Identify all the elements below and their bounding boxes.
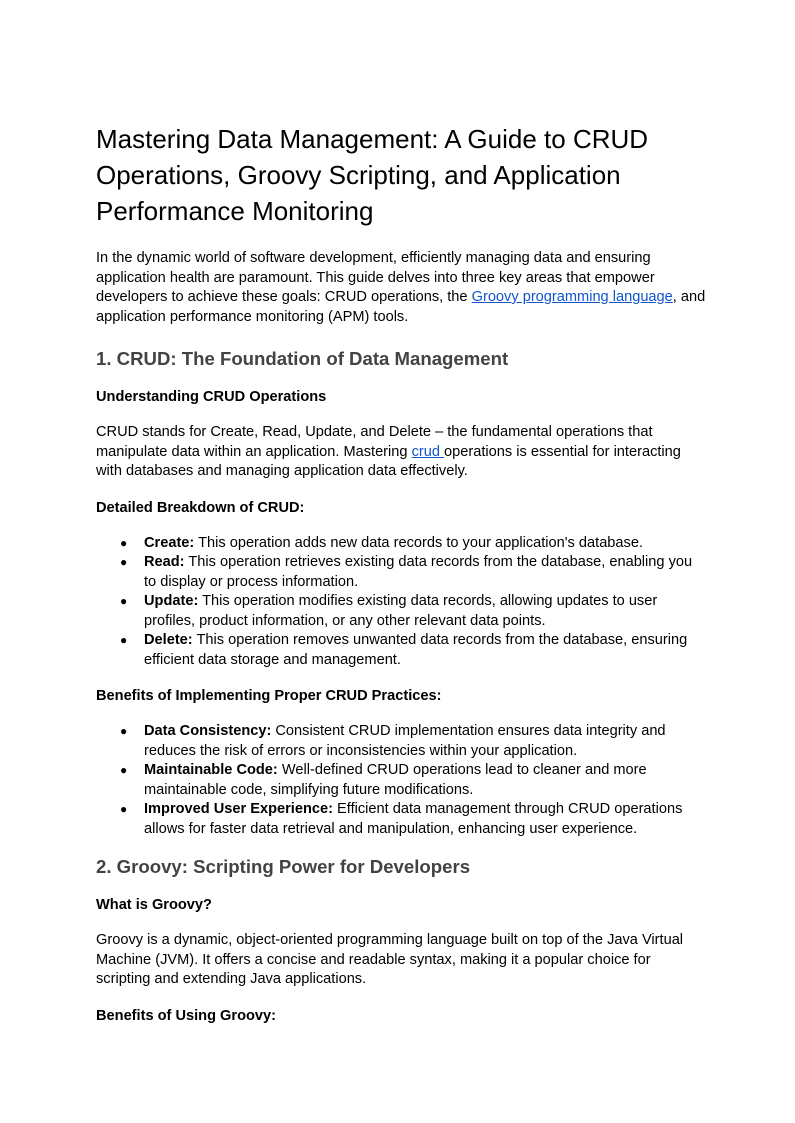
list-item-term: Update: <box>144 593 199 609</box>
page-title: Mastering Data Management: A Guide to CRUD Operations, Groovy Scripting, and Application Performance Monitoring <box>96 124 649 226</box>
intro-text-end: , and application performance monitoring (APM) tools. <box>96 289 706 325</box>
crud-benefits-heading: Benefits of Implementing Proper CRUD Practices: <box>96 688 442 704</box>
list-item <box>96 800 706 839</box>
list-item <box>96 722 706 761</box>
bullet-icon: ● <box>120 555 128 569</box>
list-item-text: This operation retrieves existing data records from the database, enabling you to display or process information. <box>144 554 693 590</box>
crud-breakdown-list <box>96 534 706 671</box>
list-item-text: Consistent CRUD implementation ensures data integrity and reduces the risk of errors or inconsistencies within your application. <box>144 723 666 759</box>
crud-benefits-list <box>96 722 706 839</box>
bullet-icon: ● <box>120 724 128 738</box>
list-item-term: Read: <box>144 554 185 570</box>
list-item <box>96 761 706 800</box>
list-item-text: This operation modifies existing data records, allowing updates to user profiles, product information, or any other relevant data points. <box>144 593 658 629</box>
document-page <box>96 121 706 1042</box>
bullet-icon: ● <box>120 594 128 608</box>
list-item-term: Improved User Experience: <box>144 801 333 817</box>
list-item-text: Well-defined CRUD operations lead to cleaner and more maintainable code, simplifying future modifications. <box>144 762 647 798</box>
groovy-language-link[interactable]: Groovy programming language <box>471 289 673 305</box>
list-item-text: This operation removes unwanted data records from the database, ensuring efficient data storage and management. <box>144 632 688 668</box>
groovy-definition-paragraph: Groovy is a dynamic, object-oriented programming language built on top of the Java Virtual Machine (JVM). It offers a concise and readable syntax, making it a popular choice for scripting and extending Java applications. <box>96 932 684 987</box>
section-1-heading: 1. CRUD: The Foundation of Data Management <box>96 348 509 369</box>
bullet-icon: ● <box>120 802 128 816</box>
list-item-term: Data Consistency: <box>144 723 272 739</box>
what-is-groovy-heading: What is Groovy? <box>96 897 212 913</box>
crud-breakdown-heading: Detailed Breakdown of CRUD: <box>96 499 305 516</box>
crud-text-start: CRUD stands for Create, Read, Update, and Delete – the fundamental operations that manipulate data within an application. Mastering <box>96 424 653 460</box>
list-item-term: Delete: <box>144 632 193 648</box>
crud-definition-paragraph <box>96 423 706 482</box>
list-item-text: This operation adds new data records to your application's database. <box>194 534 644 551</box>
crud-link[interactable]: crud <box>411 443 445 460</box>
list-item <box>96 592 706 631</box>
bullet-icon: ● <box>120 763 128 777</box>
groovy-benefits-heading: Benefits of Using Groovy: <box>96 1007 277 1024</box>
intro-text-start: In the dynamic world of software development, efficiently managing data and ensuring application health are paramount. This guide delves into three key areas that empower developers to achieve these goals: CRUD operations, the <box>96 250 655 305</box>
crud-text-end: operations is essential for interacting with databases and managing application data effectively. <box>96 443 681 479</box>
section-2-heading: 2. Groovy: Scripting Power for Developers <box>96 856 471 877</box>
list-item <box>96 631 706 670</box>
list-item <box>96 553 706 592</box>
understanding-crud-heading: Understanding CRUD Operations <box>96 389 327 405</box>
bullet-icon: ● <box>120 633 128 647</box>
list-item-term: Create: <box>144 534 195 551</box>
bullet-icon: ● <box>120 535 128 550</box>
list-item <box>96 534 706 554</box>
intro-paragraph <box>96 249 706 327</box>
list-item-text: Efficient data management through CRUD operations allows for faster data retrieval and manipulation, enhancing user experience. <box>144 801 683 837</box>
list-item-term: Maintainable Code: <box>144 762 278 778</box>
